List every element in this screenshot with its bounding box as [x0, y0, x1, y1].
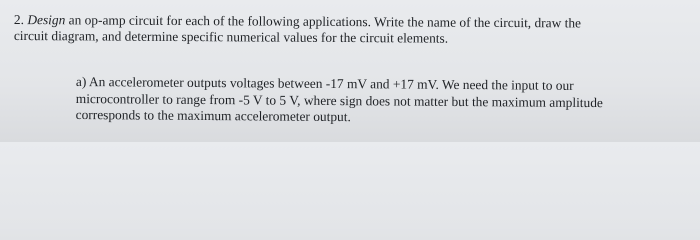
question-line-1-text: an op-amp circuit for each of the following applications. Write the name of the circuit, draw the	[68, 12, 582, 31]
question-number: 2.	[13, 12, 25, 28]
question-lead-word: Design	[27, 12, 66, 28]
part-a-line-3: corresponds to the maximum accelerometer output.	[75, 106, 351, 125]
part-a-line-1: a) An accelerometer outputs voltages between -17 mV and +17 mV. We need the input to our	[75, 74, 574, 93]
part-a-block	[76, 74, 676, 128]
question-block	[14, 12, 684, 48]
part-a-line-2: microcontroller to range from -5 V to 5 V, where sign does not matter but the maximum amplitude	[75, 90, 603, 110]
question-line-2: circuit diagram, and determine specific numerical values for the circuit elements.	[13, 27, 449, 46]
